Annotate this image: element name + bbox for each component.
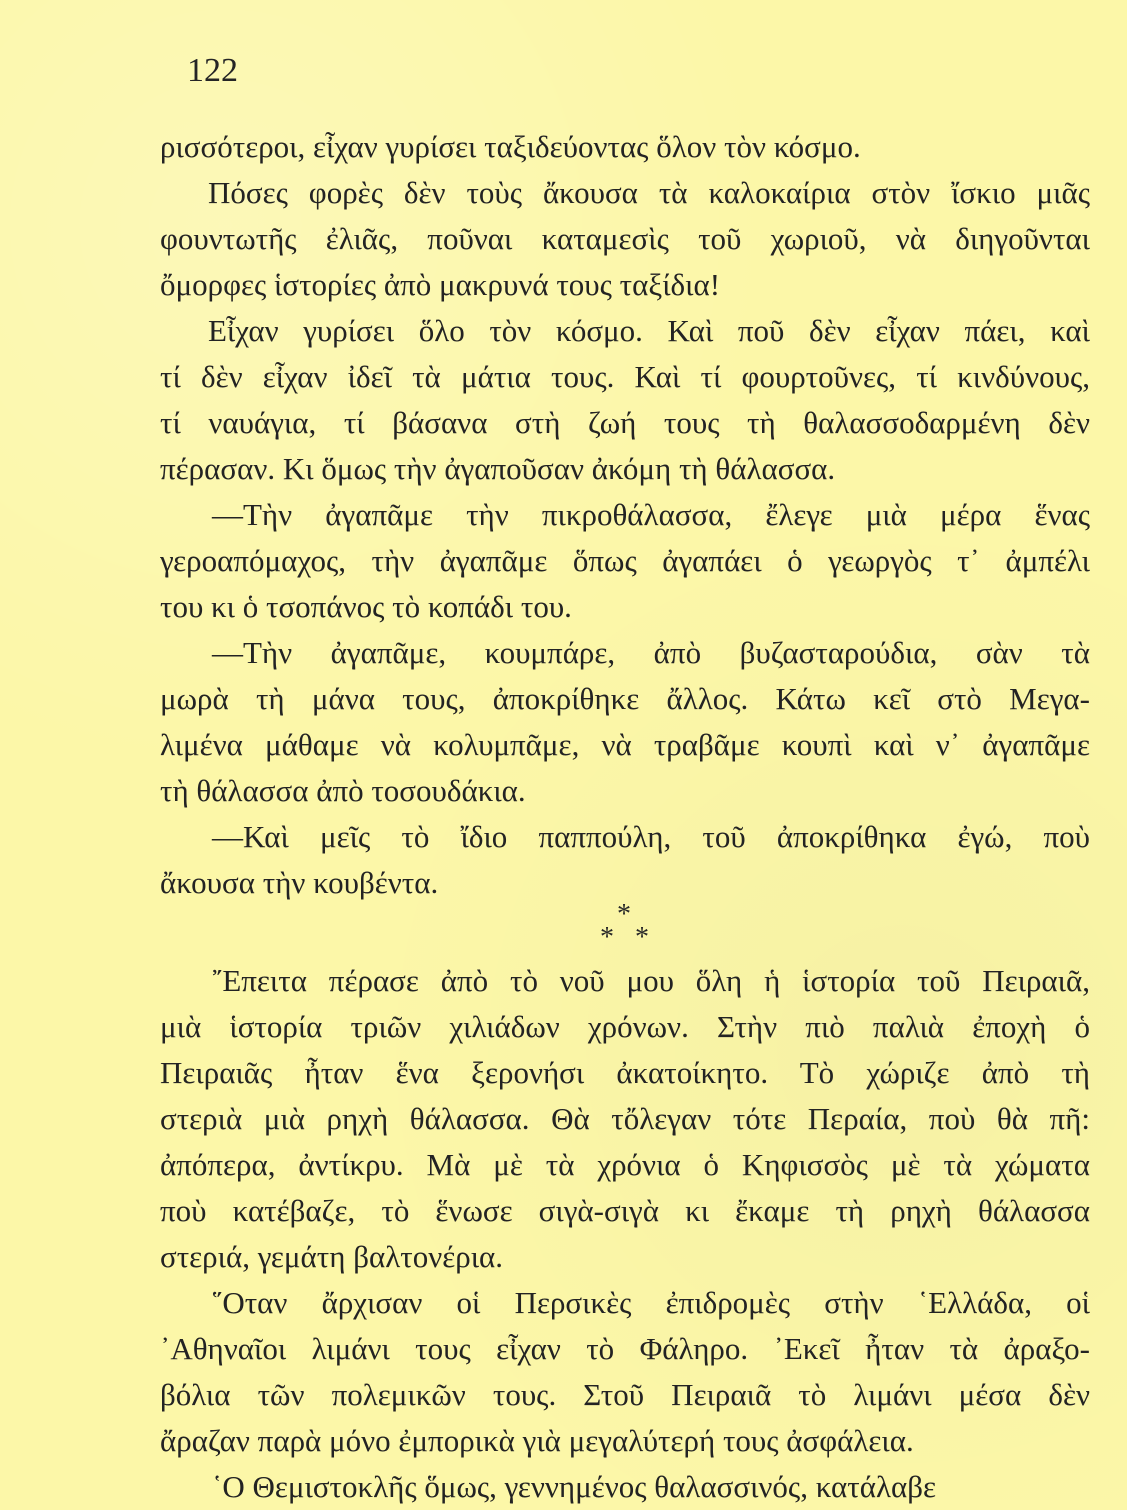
text-line: ἄραζαν παρὰ μόνο ἐμπορικὰ γιὰ μεγαλύτερή τους ἀσφάλεια. xyxy=(160,1423,914,1458)
text-line: Πόσες φορὲς δὲν τοὺς ἄκουσα τὰ καλοκαίρια στὸν ἴσκιο μιᾶς xyxy=(208,175,1090,210)
dialogue-line: —Καὶ μεῖς τὸ ἴδιο παππούλη, τοῦ ἀποκρίθηκα ἐγώ, ποὺ xyxy=(212,819,1090,854)
text-line: ὄμορφες ἱστορίες ἀπὸ μακρυνά τους ταξίδια! xyxy=(160,267,721,302)
separator-asterisk: * xyxy=(600,922,614,953)
text-line: ποὺ κατέβαζε, τὸ ἕνωσε σιγὰ-σιγὰ κι ἔκαμε τὴ ρηχὴ θάλασσα xyxy=(160,1193,1090,1228)
text-line: ἄκουσα τὴν κουβέντα. xyxy=(160,865,439,900)
separator-asterisk: * xyxy=(617,899,631,930)
text-line: του κι ὁ τσοπάνος τὸ κοπάδι του. xyxy=(160,589,572,624)
text-line: τί δὲν εἶχαν ἰδεῖ τὰ μάτια τους. Καὶ τί φουρτοῦνες, τί κινδύνους, xyxy=(160,359,1090,394)
text-line: στεριά, γεμάτη βαλτονέρια. xyxy=(160,1239,504,1274)
text-line: ῞Οταν ἄρχισαν οἱ Περσικὲς ἐπιδρομὲς στὴν ῾Ελλάδα, οἱ xyxy=(212,1285,1090,1320)
text-line: λιμένα μάθαμε νὰ κολυμπᾶμε, νὰ τραβᾶμε κουπὶ καὶ ν᾿ ἀγαπᾶμε xyxy=(160,727,1090,762)
page-text xyxy=(160,124,1090,1510)
dialogue-line: —Τὴν ἀγαπᾶμε τὴν πικροθάλασσα, ἔλεγε μιὰ μέρα ἕνας xyxy=(212,497,1090,532)
text-line: μιὰ ἱστορία τριῶν χιλιάδων χρόνων. Στὴν πιὸ παλιὰ ἐποχὴ ὁ xyxy=(160,1009,1090,1044)
text-line: πέρασαν. Κι ὅμως τὴν ἀγαποῦσαν ἀκόμη τὴ θάλασσα. xyxy=(160,451,836,486)
text-line: βόλια τῶν πολεμικῶν τους. Στοῦ Πειραιᾶ τὸ λιμάνι μέσα δὲν xyxy=(160,1377,1090,1412)
text-line: ᾿Αθηναῖοι λιμάνι τους εἶχαν τὸ Φάληρο. ᾿Εκεῖ ἦταν τὰ ἀραξο- xyxy=(160,1331,1090,1366)
text-line: Εἶχαν γυρίσει ὅλο τὸν κόσμο. Καὶ ποῦ δὲν εἶχαν πάει, καὶ xyxy=(208,313,1090,348)
text-line: ρισσότεροι, εἶχαν γυρίσει ταξιδεύοντας ὅλον τὸν κόσμο. xyxy=(160,129,861,164)
dialogue-line: —Τὴν ἀγαπᾶμε, κουμπάρε, ἀπὸ βυζασταρούδια, σὰν τὰ xyxy=(212,635,1090,670)
text-line: Πειραιᾶς ἦταν ἕνα ξερονήσι ἀκατοίκητο. Τὸ χώριζε ἀπὸ τὴ xyxy=(160,1055,1090,1090)
text-line: τὴ θάλασσα ἀπὸ τοσουδάκια. xyxy=(160,773,526,808)
text-line: στεριὰ μιὰ ρηχὴ θάλασσα. Θὰ τὄλεγαν τότε Περαία, ποὺ θὰ πῆ: xyxy=(160,1101,1090,1136)
text-line: ῾Ο Θεμιστοκλῆς ὅμως, γεννημένος θαλασσινός, κατάλαβε xyxy=(212,1469,937,1504)
text-line: μωρὰ τὴ μάνα τους, ἀποκρίθηκε ἄλλος. Κάτω κεῖ στὸ Μεγα- xyxy=(160,681,1090,716)
separator-asterisk: * xyxy=(635,922,649,953)
text-line: γεροαπόμαχος, τὴν ἀγαπᾶμε ὅπως ἀγαπάει ὁ γεωργὸς τ᾿ ἀμπέλι xyxy=(160,543,1090,578)
text-line: ἀπόπερα, ἀντίκρυ. Μὰ μὲ τὰ χρόνια ὁ Κηφισσὸς μὲ τὰ χώματα xyxy=(160,1147,1090,1182)
text-line: φουντωτῆς ἐλιᾶς, ποῦναι καταμεσὶς τοῦ χωριοῦ, νὰ διηγοῦνται xyxy=(160,221,1090,256)
section-break xyxy=(160,899,1090,958)
page-number: 122 xyxy=(187,52,238,89)
text-line: ῎Επειτα πέρασε ἀπὸ τὸ νοῦ μου ὅλη ἡ ἱστορία τοῦ Πειραιᾶ, xyxy=(212,963,1090,998)
text-line: τί ναυάγια, τί βάσανα στὴ ζωή τους τὴ θαλασσοδαρμένη δὲν xyxy=(160,405,1090,440)
